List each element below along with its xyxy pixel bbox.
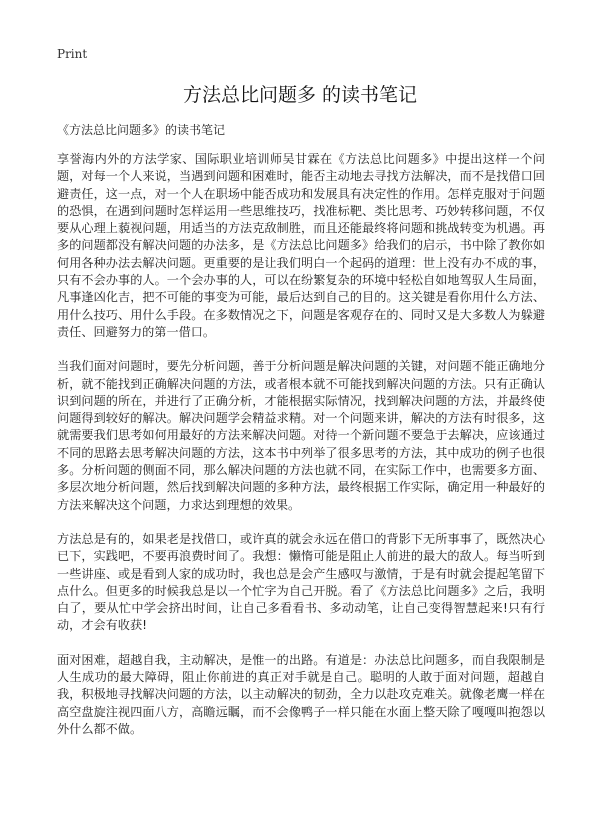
document-body: [57, 151, 545, 755]
print-link[interactable]: Print: [57, 47, 88, 61]
paragraph-1: 享誉海内外的方法学家、国际职业培训师吴甘霖在《方法总比问题多》中提出这样一个问题，对每一个人来说，当遇到问题和困难时，能否主动地去寻找方法解决，而不是找借口回避责任，这一点，对一个人在职场中能否成功和发展具有决定性的作用。怎样克服对于问题的恐惧，在遇到问题时怎样运用一些思维技巧，找准标靶、类比思考、巧妙转移问题，不仅要从心理上藐视问题，用适当的方法克敌制胜，而且还能最终将问题和挑战转变为机遇。再多的问题都没有解决问题的办法多，是《方法总比问题多》给我们的启示，书中除了教你如何用各种办法去解决问题。更重要的是让我们明白一个起码的道理：世上没有办不成的事，只有不会办事的人。一个会办事的人，可以在纷繁复杂的环境中轻松自如地驾驭人生局面，凡事逢凶化吉，把不可能的事变为可能，最后达到自己的目的。这关键是看你用什么方法、用什么技巧、用什么手段。在多数情况之下，问题是客观存在的、同时又是大多数人为躲避责任、回避努力的第一借口。: [57, 152, 545, 339]
paragraph-2: 当我们面对问题时，要先分析问题，善于分析问题是解决问题的关键，对问题不能正确地分析，就不能找到正确解决问题的方法，或者根本就不可能找到解决问题的方法。只有正确认识到问题的所在，并进行了正确分析，才能根据实际情况，找到解决问题的方法，并最终使问题得到较好的解决。解决问题学会精益求精。对一个问题来讲，解决的方法有时很多，这就需要我们思考如何用最好的方法来解决问题。对待一个新问题不要急于去解决，应该通过不同的思路去思考解决问题的方法，这本书中列举了很多思考的方法，其中成功的例子也很多。分析问题的侧面不同，那么解决问题的方法也就不同，在实际工作中，也需要多方面、多层次地分析问题，然后找到解决问题的多种方法，最终根据工作实际，确定用一种最好的方法来解决这个问题，力求达到理想的效果。: [57, 359, 545, 512]
document-subtitle: 《方法总比问题多》的读书笔记: [57, 123, 226, 137]
paragraph-4: 面对困难，超越自我，主动解决，是惟一的出路。有道是：办法总比问题多，而自我限制是人生成功的最大障碍，阻止你前进的真正对手就是自己。聪明的人敢于面对问题，超越自我，积极地寻找解决问题的方法，以主动解决的韧劲，全力以赴攻克难关。就像老鹰一样在高空盘旋注视四面八方，高瞻远瞩，而不会像鸭子一样只能在水面上整天除了嘎嘎叫抱怨以外什么都不做。: [57, 652, 545, 736]
page-title: 方法总比问题多 的读书笔记: [182, 84, 418, 106]
paragraph-3: 方法总是有的，如果老是找借口，或许真的就会永远在借口的背影下无所事事了，既然决心已下，实践吧，不要再浪费时间了。我想：懒惰可能是阻止人前进的最大的敌人。每当听到一些讲座、或是看到人家的成功时，我也总是会产生感叹与激情，于是有时就会提起笔留下点什么。但更多的时候我总是以一个忙字为自己开脱。看了《方法总比问题多》之后，我明白了，要从忙中学会挤出时间，让自己多看看书、多动动笔，让自己变得智慧起来!只有行动，才会有收获!: [57, 531, 545, 633]
